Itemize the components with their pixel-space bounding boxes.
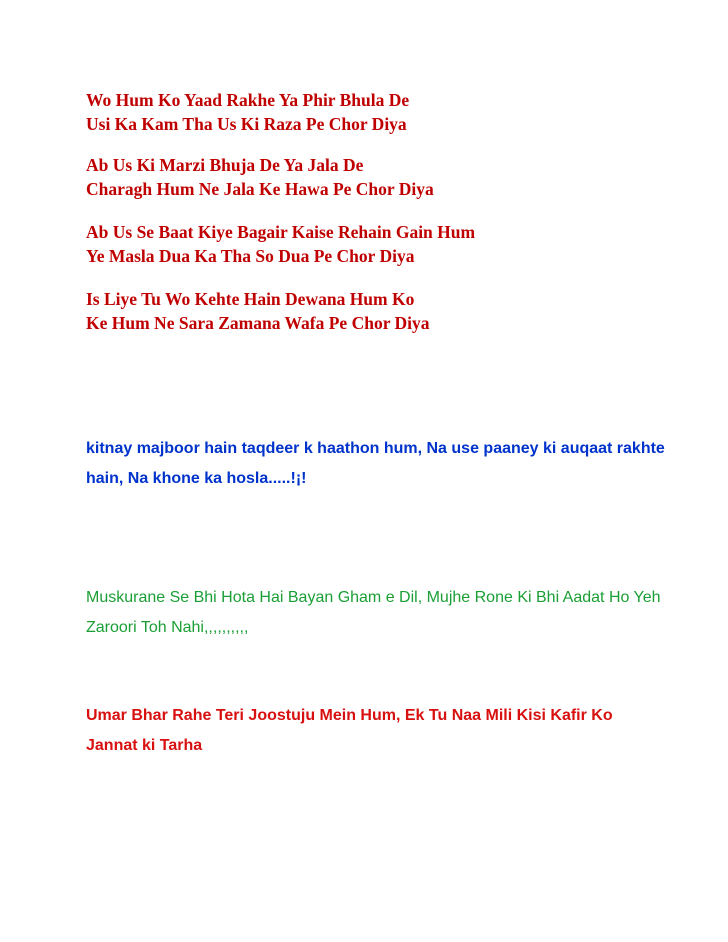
poem-line: Ye Masla Dua Ka Tha So Dua Pe Chor Diya — [86, 246, 415, 266]
poem-line: Is Liye Tu Wo Kehte Hain Dewana Hum Ko — [86, 289, 415, 309]
red-paragraph: Umar Bhar Rahe Teri Joostuju Mein Hum, Ek Tu Naa Mili Kisi Kafir Ko Jannat ki Tarha — [86, 707, 613, 754]
poem-line: Wo Hum Ko Yaad Rakhe Ya Phir Bhula De — [86, 90, 410, 110]
poem-line: Charagh Hum Ne Jala Ke Hawa Pe Chor Diya — [86, 179, 434, 199]
poem-line: Ab Us Se Baat Kiye Bagair Kaise Rehain Gain Hum — [86, 222, 476, 242]
poem-stanza — [86, 153, 434, 201]
blue-paragraph: kitnay majboor hain taqdeer k haathon hum, Na use paaney ki auqaat rakhte hain, Na khone ka hosla.....!¡! — [86, 440, 665, 487]
poem-stanza — [86, 88, 409, 136]
poem-stanza — [86, 220, 475, 268]
poem-line: Ab Us Ki Marzi Bhuja De Ya Jala De — [86, 155, 364, 175]
poem-line: Ke Hum Ne Sara Zamana Wafa Pe Chor Diya — [86, 313, 430, 333]
poem-line: Usi Ka Kam Tha Us Ki Raza Pe Chor Diya — [86, 114, 407, 134]
green-paragraph: Muskurane Se Bhi Hota Hai Bayan Gham e Dil, Mujhe Rone Ki Bhi Aadat Ho Yeh Zaroori Toh Nahi,,,,,,,,,, — [86, 589, 661, 636]
poem-stanza — [86, 287, 430, 335]
